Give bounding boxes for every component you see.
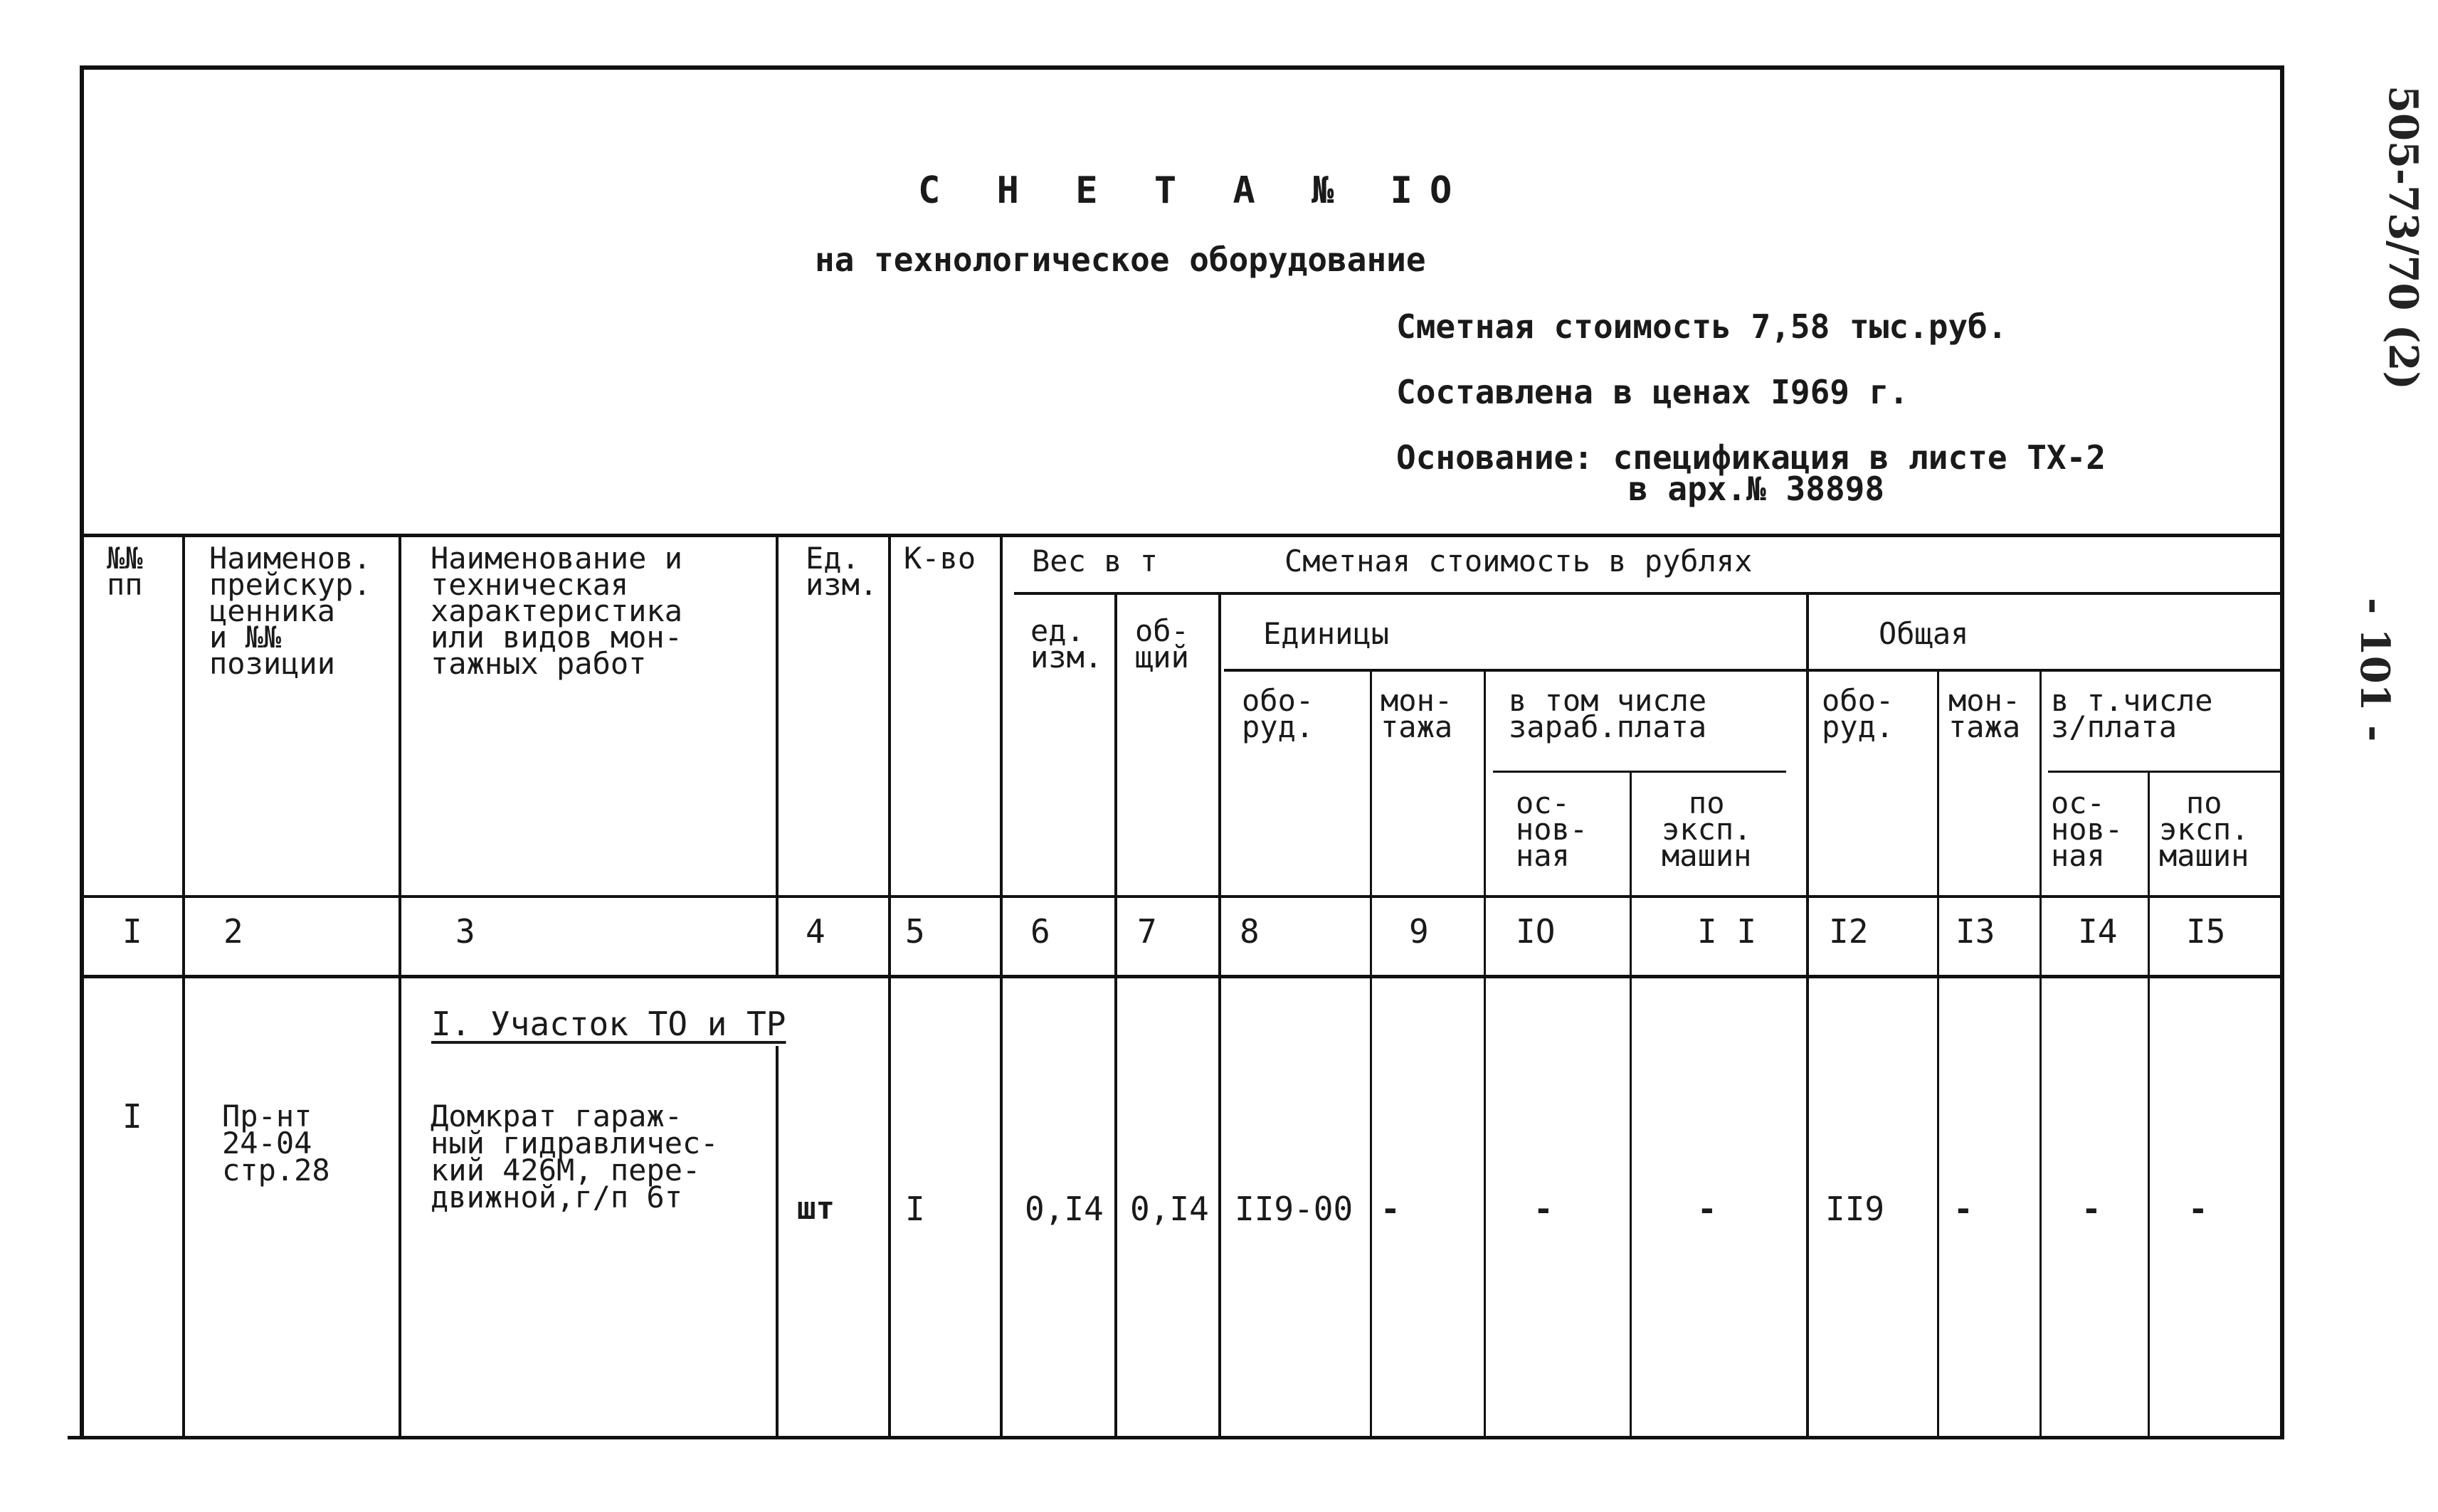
estimate-basis-line1: Основание: спецификация в листе ТХ-2: [1396, 438, 2106, 477]
estimate-prices: Составлена в ценах I969 г.: [1396, 373, 1909, 411]
row-unit: шт: [797, 1190, 835, 1227]
column-number: I: [122, 912, 142, 951]
header-weight-total: об- щий: [1135, 613, 1189, 675]
column-number: I I: [1697, 912, 1757, 951]
row-equip-total: II9: [1825, 1190, 1885, 1228]
header-weight-unit: ед. изм.: [1030, 613, 1103, 675]
header-wage-mach-total: по эксп. машин: [2159, 786, 2249, 873]
header-equip-total: обо- руд.: [1822, 683, 1894, 744]
row-mount-unit: -: [1381, 1190, 1400, 1228]
column-number: I3: [1956, 912, 1995, 951]
header-mount-unit: мон- тажа: [1381, 683, 1453, 744]
header-wage-group-units: в том числе зараб.плата: [1509, 683, 1707, 744]
row-quantity: I: [905, 1190, 925, 1228]
header-unit: Ед. изм.: [806, 541, 878, 602]
header-equip-unit: обо- руд.: [1242, 683, 1314, 744]
row-equip-unit: II9-00: [1235, 1190, 1353, 1228]
row-wage-mach-unit: -: [1697, 1190, 1717, 1228]
estimate-basis-line2: в арх.№ 38898: [1628, 470, 1885, 508]
row-weight-total: 0,I4: [1130, 1190, 1209, 1228]
side-page-annotation: - 101 -: [2351, 598, 2398, 742]
estimate-title: С Н Е Т А № IO: [918, 169, 1469, 212]
estimate-cost: Сметная стоимость 7,58 тыс.руб.: [1396, 307, 2007, 346]
row-price-ref: Пр-нт 24-04 стр.28: [222, 1099, 330, 1188]
column-number: 7: [1137, 912, 1157, 951]
column-number: 9: [1409, 912, 1429, 951]
header-units-group: Единицы: [1263, 616, 1390, 651]
column-number: 8: [1240, 912, 1260, 951]
column-number: 5: [905, 912, 925, 951]
column-number: 3: [455, 912, 475, 951]
row-wage-basic-total: -: [2081, 1190, 2101, 1228]
header-mount-total: мон- тажа: [1948, 683, 2021, 744]
header-total-group: Общая: [1879, 616, 1969, 651]
column-number: I4: [2078, 912, 2118, 951]
row-item-name: Домкрат гараж- ный гидравличес- кий 426М, пере- движной,г/п 6т: [431, 1099, 719, 1215]
header-wage-basic-total: ос- нов- ная: [2051, 786, 2123, 873]
header-weight-group: Вес в т: [1032, 544, 1159, 578]
header-quantity: К-во: [904, 541, 976, 576]
row-wage-mach-total: -: [2188, 1190, 2208, 1228]
column-number: I2: [1829, 912, 1869, 951]
row-weight-unit: 0,I4: [1025, 1190, 1104, 1228]
row-wage-basic-unit: -: [1534, 1190, 1553, 1228]
side-code-annotation: 505-73/70 (2): [2380, 85, 2427, 390]
header-wage-basic-unit: ос- нов- ная: [1516, 786, 1588, 873]
row-number: I: [122, 1097, 142, 1136]
section-title: I. Участок ТО и ТР: [431, 1005, 786, 1043]
column-number: 2: [223, 912, 243, 951]
header-price-ref: Наименов. прейскур. ценника и №№ позиции: [209, 541, 371, 681]
header-row-number: №№ пп: [107, 541, 143, 602]
column-number: 6: [1030, 912, 1050, 951]
header-cost-group: Сметная стоимость в рублях: [1284, 544, 1753, 578]
row-mount-total: -: [1953, 1190, 1973, 1228]
column-number: 4: [806, 912, 825, 951]
header-wage-mach-unit: по эксп. машин: [1662, 786, 1752, 873]
header-wage-group-total: в т.числе з/плата: [2051, 683, 2213, 744]
column-number: IO: [1516, 912, 1556, 951]
estimate-subtitle: на технологическое оборудование: [815, 240, 1426, 279]
header-name: Наименование и техническая характеристика или видов мон- тажных работ: [431, 541, 683, 681]
column-number: I5: [2186, 912, 2226, 951]
